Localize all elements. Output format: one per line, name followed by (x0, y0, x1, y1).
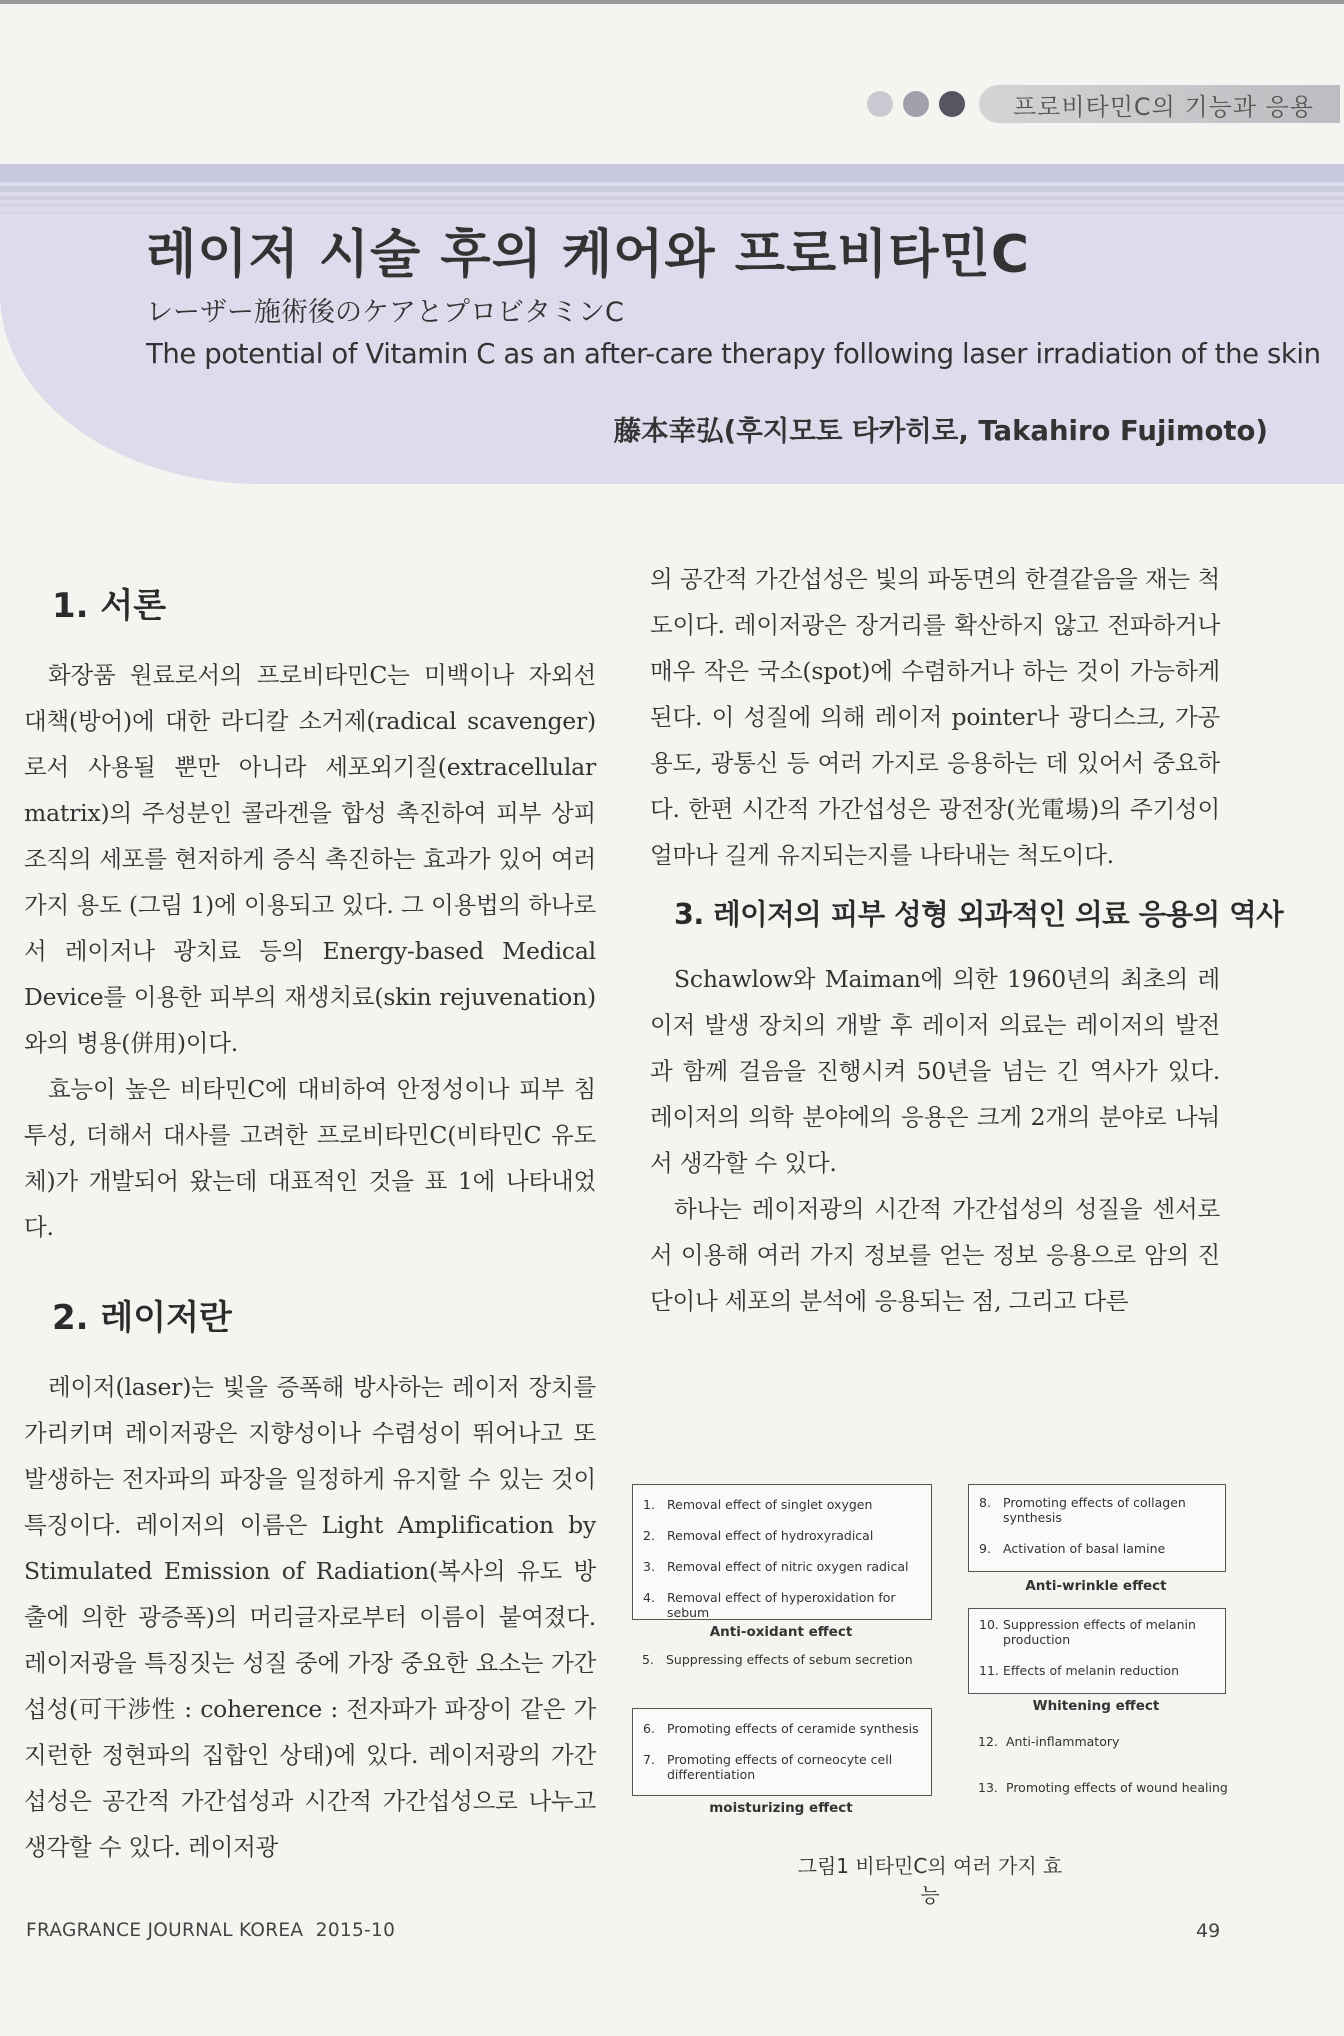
section-1-heading: 1. 서론 (52, 586, 167, 626)
figure-item: 11. Effects of melanin reduction (979, 1663, 1180, 1678)
section-2-heading: 2. 레이저란 (52, 1298, 232, 1338)
antioxidant-box (632, 1484, 932, 1620)
top-rule (0, 0, 1344, 4)
article-author: 藤本幸弘(후지모토 타카히로, Takahiro Fujimoto) (613, 415, 1268, 447)
left-column (24, 560, 596, 1870)
article-title-english: The potential of Vitamin C as an after-care therapy following laser irradiation of the skin (146, 338, 1321, 370)
figure-item: 1. Removal effect of singlet oxygen (643, 1497, 873, 1512)
section-3-paragraph-2: 하나는 레이저광의 시간적 가간섭성의 성질을 센서로서 이용해 여러 가지 정보를 얻는 정보 응용으로 암의 진단이나 세포의 분석에 응용되는 점, 그리고 다른 (650, 1195, 1220, 1315)
whitening-box (968, 1608, 1226, 1694)
section-1-paragraph-1: 화장품 원료로서의 프로비타민C는 미백이나 자외선 대책(방어)에 대한 라디칼 소거제(radical scavenger)로서 사용될 뿐만 아니라 세포외기질(extracellular matrix)의 주성분인 콜라겐을 합성 촉진하여 피부 상피조직의 세포를 현저하게 증식 촉진하는 효과가 있어 여러 가지 용도 (그림 1)에 이용되고 있다. 그 이용법의 하나로서 레이저나 광치료 등의 Energy-based Medical Device를 이용한 피부의 재생치료(skin rejuvenation)와의 병용(併用)이다. (24, 661, 596, 1057)
antiwrinkle-effect-label: Anti-wrinkle effect (1025, 1578, 1167, 1594)
figure-item: 8. Promoting effects of collagen synthesis (979, 1495, 1186, 1525)
running-header-title: 프로비타민C의 기능과 응용 (979, 85, 1340, 123)
footer-issue: 2015-10 (315, 1920, 396, 1941)
antiwrinkle-box (968, 1484, 1226, 1572)
header-dot-light (867, 91, 893, 117)
figure-item: 6. Promoting effects of ceramide synthesis (643, 1721, 919, 1736)
figure-item: 9. Activation of basal lamine (979, 1541, 1166, 1556)
section-1-paragraph-2: 효능이 높은 비타민C에 대비하여 안정성이나 피부 침투성, 더해서 대사를 고려한 프로비타민C(비타민C 유도체)가 개발되어 왔는데 대표적인 것을 표 1에 나타내었다. (24, 1075, 596, 1241)
figure-1-caption: 그림1 비타민C의 여러 가지 효능 (797, 1854, 1063, 1907)
figure-1-vitamin-c-effects (632, 1484, 1232, 1884)
header-dot-dark (939, 91, 965, 117)
article-title-japanese: レーザー施術後のケアとプロビタミンC (146, 297, 624, 328)
right-column (650, 556, 1284, 1324)
header-dot-medium (903, 91, 929, 117)
figure-item: 7. Promoting effects of corneocyte cell differentiation (643, 1752, 893, 1782)
section-3-paragraph-1: Schawlow와 Maiman에 의한 1960년의 최초의 레이저 발생 장치의 개발 후 레이저 의료는 레이저의 발전과 함께 걸음을 진행시켜 50년을 넘는 긴 역사가 있다. 레이저의 의학 분야에의 응용은 크게 2개의 분야로 나눠서 생각할 수 있다. (650, 965, 1220, 1177)
footer-journal-name: FRAGRANCE JOURNAL KOREA (26, 1920, 304, 1941)
running-header (867, 84, 1340, 124)
figure-item: 2. Removal effect of hydroxyradical (643, 1528, 874, 1543)
article-title: 레이저 시술 후의 케어와 프로비타민C (146, 225, 1031, 285)
figure-item: 5. Suppressing effects of sebum secretion (642, 1652, 913, 1667)
figure-item: 13. Promoting effects of wound healing (978, 1780, 1228, 1795)
figure-item: 3. Removal effect of nitric oxygen radical (643, 1559, 909, 1574)
section-2-paragraph-1-continued: 의 공간적 가간섭성은 빛의 파동면의 한결같음을 재는 척도이다. 레이저광은 장거리를 확산하지 않고 전파하거나 매우 작은 국소(spot)에 수렴하거나 하는 것이 가능하게 된다. 이 성질에 의해 레이저 pointer나 광디스크, 가공 용도, 광통신 등 여러 가지로 응용하는 데 있어서 중요하다. 한편 시간적 가간섭성은 광전장(光電場)의 주기성이 얼마나 길게 유지되는지를 나타내는 척도이다. (650, 565, 1220, 869)
section-3-heading: 3. 레이저의 피부 성형 외과적인 의료 응용의 역사 (674, 898, 1284, 931)
footer-journal (26, 1920, 395, 1941)
moisturizing-box (632, 1708, 932, 1796)
figure-item: 4. Removal effect of hyperoxidation for sebum (643, 1590, 896, 1620)
antioxidant-effect-label: Anti-oxidant effect (709, 1624, 853, 1640)
whitening-effect-label: Whitening effect (1032, 1698, 1160, 1714)
section-2-paragraph-1: 레이저(laser)는 빛을 증폭해 방사하는 레이저 장치를 가리키며 레이저광은 지향성이나 수렴성이 뛰어나고 또 발생하는 전자파의 파장을 일정하게 유지할 수 있는 것이 특징이다. 레이저의 이름은 Light Amplification by Stimulated Emission of Radiation(복사의 유도 방출에 의한 광증폭)의 머리글자로부터 이름이 붙여졌다. 레이저광을 특징짓는 성질 중에 가장 중요한 요소는 가간섭성(可干涉性 : coherence : 전자파가 파장이 같은 가지런한 정현파의 집합인 상태)에 있다. 레이저광의 가간섭성은 공간적 가간섭성과 시간적 가간섭성으로 나누고 생각할 수 있다. 레이저광 (24, 1373, 596, 1861)
moisturizing-effect-label: moisturizing effect (709, 1800, 853, 1816)
page-number: 49 (1196, 1920, 1221, 1942)
figure-item: 12. Anti-inflammatory (978, 1734, 1120, 1749)
figure-item: 10. Suppression effects of melanin production (979, 1617, 1196, 1647)
